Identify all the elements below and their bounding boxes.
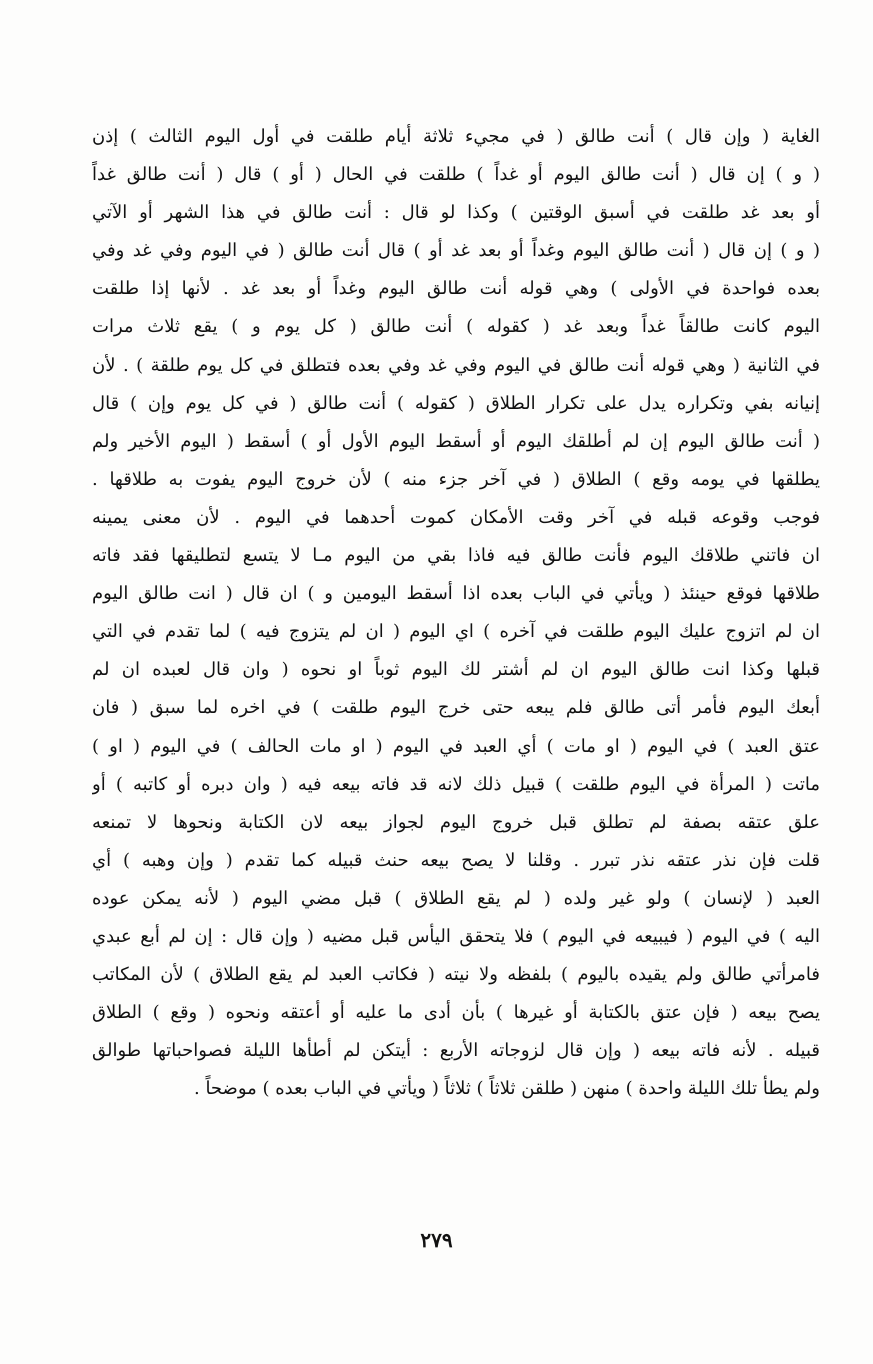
- text-line: ( و ) إن قال ( أنت طالق اليوم وغداً أو بعد غد أو ) قال أنت طالق ( في اليوم وفي غد وفي: [92, 240, 820, 262]
- text-line: يطلقها في يومه وقع ) الطلاق ( في آخر جزء منه ) لأن خروج اليوم يفوت به طلاقها .: [92, 468, 820, 490]
- text-line: ( و ) إن قال ( أنت طالق اليوم أو غداً ) طلقت في الحال ( أو ) قال ( أنت طالق غداً: [92, 164, 820, 186]
- text-line: قبلها وكذا انت طالق اليوم ان لم أشتر لك اليوم ثوباً او نحوه ( وان قال لعبده ان لم: [92, 659, 820, 681]
- text-line: إنيانه بفي وتكراره يدل على تكرار الطلاق ( كقوله ) أنت طالق ( في كل يوم وإن ) قال: [92, 392, 820, 414]
- text-line: الغاية ( وإن قال ) أنت طالق ( في مجيء ثلاثة أيام طلقت في أول اليوم الثالث ) إذن: [92, 126, 820, 147]
- text-line: يصح بيعه ( فإن عتق بالكتابة أو غيرها ) بأن أدى ما عليه أو أعتقه ونحوه ( وقع ) الطلاق: [92, 1002, 820, 1024]
- text-line: قلت فإن نذر عتقه نذر تبرر . وقلنا لا يصح بيعه حنث قبيله كما تقدم ( وإن وهبه ) أي: [92, 849, 820, 871]
- text-line: ( أنت طالق اليوم إن لم أطلقك اليوم أو أسقط اليوم الأول أو ) أسقط ( اليوم الأخير ولم: [92, 430, 820, 452]
- text-line: في الثانية ( وهي قوله أنت طالق في اليوم وفي غد وفي بعده فتطلق في كل يوم طلقة ) . لأن: [92, 354, 820, 376]
- text-line: العبد ( لإنسان ) ولو غير ولده ( لم يقع الطلاق ) قبل مضي اليوم ( لأنه يمكن عوده: [92, 887, 820, 909]
- text-line: فامرأتي طالق ولم يقيده باليوم ) بلفظه ولا نيته ( فكاتب العبد لم يقع الطلاق ) لأن المكاتب: [92, 964, 820, 986]
- text-line: أو بعد غد طلقت في أسبق الوقتين ) وكذا لو قال : أنت طالق في هذا الشهر أو الآتي: [92, 202, 820, 224]
- text-line: اليه ) في اليوم ( فيبيعه في اليوم ) فلا يتحقق اليأس قبل مضيه ( وإن قال : إن لم أبع عبدي: [92, 925, 820, 947]
- text-line: بعده فواحدة في الأولى ) وهي قوله أنت طالق اليوم وغداً أو بعد غد . لأنها إذا طلقت: [92, 278, 820, 300]
- text-line: ان فاتني طلاقك اليوم فأنت طالق فيه فاذا بقي من اليوم مـا لا يتسع لتطليقها فقد فاته: [92, 545, 820, 567]
- text-line: قبيله . لأنه فاته بيعه ( وإن قال لزوجاته الأربع : أيتكن لم أطأها الليلة فصواحباتها طوالق: [92, 1040, 820, 1062]
- text-line: ان لم اتزوج عليك اليوم طلقت في آخره ) اي اليوم ( ان لم يتزوج فيه ) لما تقدم في التي: [92, 621, 820, 643]
- text-line: ماتت ( المرأة في اليوم طلقت ) قبيل ذلك لانه قد فاته بيعه فيه ( وان دبره أو كاتبه ) أو: [92, 773, 820, 795]
- text-line: أبعك اليوم فأمر أتى طالق فلم يبعه حتى خرج اليوم طلقت ) في اخره لما سبق ( فان: [92, 697, 820, 719]
- text-line: فوجب وقوعه قبله في آخر وقت الأمكان كموت أحدهما في اليوم . لأن معنى يمينه: [92, 506, 820, 528]
- text-line: اليوم كانت طالقاً غداً وبعد غد ( كقوله ) أنت طالق ( كل يوم و ) يقع ثلاث مرات: [92, 316, 820, 338]
- page-number: ٢٧٩: [420, 1228, 453, 1252]
- text-line: علق عتقه بصفة لم تطلق قبل خروج اليوم لجواز بيعه لان الكتابة ونحوها لا تمنعه: [92, 811, 820, 833]
- text-line: طلاقها فوقع حينئذ ( ويأتي في الباب بعده اذا أسقط اليومين و ) ان قال ( انت طالق اليوم: [92, 583, 820, 605]
- text-line: عتق العبد ) في اليوم ( او مات ) أي العبد في اليوم ( او مات الحالف ) في اليوم ( او ): [92, 735, 820, 757]
- body-text: [92, 118, 820, 1108]
- text-line: ولم يطأ تلك الليلة واحدة ) منهن ( طلقن ثلاثاً ) ثلاثاً ( ويأتي في الباب بعده ) موضحاً .: [194, 1078, 820, 1100]
